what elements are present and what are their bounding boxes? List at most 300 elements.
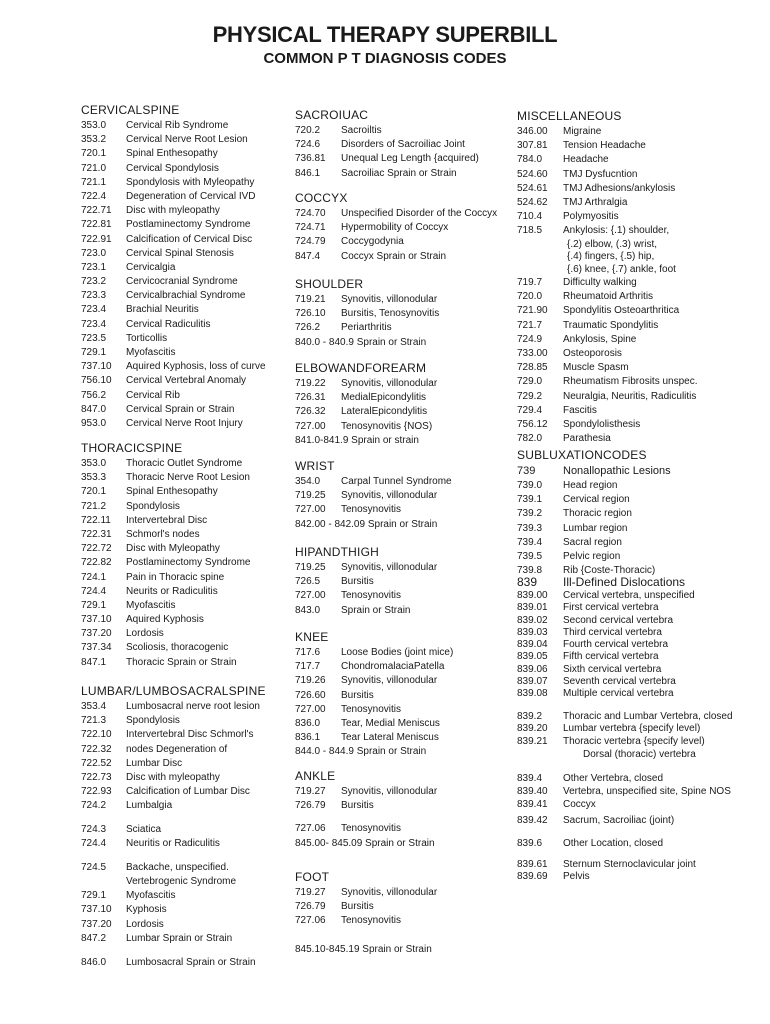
code-row bbox=[517, 125, 676, 139]
diagnosis-description: Coccyx Sprain or Strain bbox=[341, 250, 447, 262]
code-row bbox=[517, 333, 676, 347]
code-row bbox=[81, 360, 266, 374]
diagnosis-description: Lumbalgia bbox=[126, 800, 173, 812]
code-row bbox=[81, 837, 266, 851]
code-row bbox=[295, 703, 426, 717]
diagnosis-description: TMJ Arthralgia bbox=[563, 196, 628, 208]
diagnosis-description: Calcification of Cervical Disc bbox=[126, 233, 253, 245]
group-head: 839 Ill-Defined Dislocations bbox=[517, 575, 686, 589]
code-row bbox=[81, 247, 234, 261]
diagnosis-description: Sciatica bbox=[126, 823, 162, 835]
code-row bbox=[81, 613, 204, 627]
code-row bbox=[517, 210, 676, 224]
diagnosis-code: 721.1 bbox=[81, 176, 107, 188]
diagnosis-code: 524.61 bbox=[517, 182, 548, 194]
diagnosis-code: 839.03 bbox=[517, 626, 548, 638]
section-dislocations bbox=[517, 575, 733, 884]
code-row bbox=[517, 798, 696, 811]
diagnosis-code: 721.90 bbox=[517, 305, 548, 317]
diagnosis-code: 722.10 bbox=[81, 729, 112, 741]
code-row bbox=[517, 651, 696, 663]
diagnosis-description: Cervical Nerve Root Injury bbox=[126, 417, 243, 429]
diagnosis-code: 722.81 bbox=[81, 219, 112, 231]
code-row bbox=[81, 641, 229, 655]
diagnosis-description: Headache bbox=[563, 154, 609, 166]
diagnosis-code: 727.00 bbox=[295, 703, 326, 715]
diagnosis-code: 727.00 bbox=[295, 504, 326, 516]
diagnosis-code: 846.1 bbox=[295, 167, 321, 179]
diagnosis-description: Unspecified Disorder of the Coccyx bbox=[341, 208, 498, 219]
section-title: THORACICSPINE bbox=[81, 441, 183, 455]
diagnosis-code: 524.62 bbox=[517, 196, 548, 208]
code-row bbox=[81, 700, 266, 714]
diagnosis-code: 722.71 bbox=[81, 205, 112, 217]
code-row bbox=[295, 785, 438, 799]
code-list bbox=[517, 125, 676, 239]
sprain-range: 841.0-841.9 Sprain or strain bbox=[295, 434, 419, 446]
diagnosis-description: Ankylosis, Spine bbox=[563, 333, 637, 345]
code-list bbox=[81, 457, 251, 670]
code-row bbox=[295, 475, 452, 489]
diagnosis-code: 727.06 bbox=[295, 915, 326, 927]
diagnosis-code: 720.2 bbox=[295, 125, 321, 136]
diagnosis-code: 718.5 bbox=[517, 225, 543, 237]
diagnosis-description: Tenosynovitis {NOS) bbox=[341, 420, 433, 432]
diagnosis-code: 719.22 bbox=[295, 378, 326, 389]
continuation-line: {.6) knee, {.7) ankle, foot bbox=[567, 263, 676, 275]
code-row bbox=[517, 602, 696, 614]
code-row bbox=[295, 731, 439, 745]
code-row bbox=[81, 556, 251, 570]
diagnosis-description: Lumbosacral nerve root lesion bbox=[126, 701, 260, 712]
section-cervical bbox=[81, 103, 266, 431]
section-subluxation bbox=[517, 448, 671, 578]
code-row bbox=[517, 479, 647, 493]
diagnosis-code: 847.4 bbox=[295, 250, 321, 262]
ankylosis-continuation bbox=[517, 239, 676, 277]
diagnosis-description: Neurits or Radiculitis bbox=[126, 585, 218, 597]
code-row bbox=[517, 139, 676, 153]
section-sacroiliac bbox=[295, 108, 479, 181]
code-row bbox=[517, 676, 696, 688]
diagnosis-description: Bursitis bbox=[341, 901, 374, 913]
code-row bbox=[517, 639, 696, 651]
diagnosis-description: Difficulty walking bbox=[563, 277, 637, 288]
diagnosis-code: 719.25 bbox=[295, 562, 326, 573]
diagnosis-description: Kyphosis bbox=[126, 904, 167, 916]
diagnosis-description: Tenosynovitis bbox=[341, 823, 402, 835]
diagnosis-description: Head region bbox=[563, 480, 618, 491]
diagnosis-description: First cervical vertebra bbox=[563, 602, 659, 614]
diagnosis-code: 726.60 bbox=[295, 689, 326, 701]
code-row bbox=[295, 646, 454, 660]
code-row bbox=[295, 152, 479, 166]
code-row bbox=[517, 859, 696, 872]
diagnosis-description: Lumbar Disc bbox=[126, 757, 183, 769]
diagnosis-description: Lumbar vertebra {specify level) bbox=[563, 723, 701, 735]
section-miscellaneous bbox=[517, 109, 698, 446]
section-title: COCCYX bbox=[295, 191, 348, 205]
code-row bbox=[81, 289, 246, 303]
section-title: MISCELLANEOUS bbox=[517, 109, 622, 123]
diagnosis-description: Tenosynovitis bbox=[341, 590, 402, 602]
diagnosis-code: 723.1 bbox=[81, 261, 107, 273]
code-row bbox=[517, 493, 647, 507]
diagnosis-code: 722.73 bbox=[81, 771, 112, 783]
diagnosis-code: 353.0 bbox=[81, 120, 107, 131]
diagnosis-description: Ankylosis: {.1) shoulder, bbox=[563, 225, 670, 237]
diagnosis-description: Seventh cervical vertebra bbox=[563, 676, 676, 688]
code-row bbox=[295, 689, 426, 703]
code-row bbox=[81, 190, 256, 204]
code-row bbox=[517, 182, 676, 196]
code-row bbox=[517, 361, 676, 375]
diagnosis-description: Spinal Enthesopathy bbox=[126, 486, 218, 498]
diagnosis-description: Myofascitis bbox=[126, 890, 176, 902]
diagnosis-code: 729.1 bbox=[81, 599, 107, 611]
diagnosis-description: Thoracic Nerve Root Lesion bbox=[126, 472, 250, 484]
diagnosis-code: 839.01 bbox=[517, 602, 548, 614]
diagnosis-code: 839.21 bbox=[517, 736, 548, 748]
code-row bbox=[81, 261, 179, 275]
diagnosis-description: Thoracic and Lumbar Vertebra, closed bbox=[563, 710, 733, 722]
diagnosis-code: 733.00 bbox=[517, 347, 548, 359]
diagnosis-description: Spondylolisthesis bbox=[563, 418, 641, 430]
code-row bbox=[81, 318, 211, 332]
diagnosis-code: 847.1 bbox=[81, 656, 107, 668]
diagnosis-description: Muscle Spasm bbox=[563, 362, 629, 374]
diagnosis-code: 719.27 bbox=[295, 887, 326, 898]
code-row bbox=[295, 221, 449, 235]
code-row bbox=[295, 405, 426, 419]
diagnosis-code: 723.2 bbox=[81, 276, 107, 288]
diagnosis-code: 739.0 bbox=[517, 480, 543, 491]
diagnosis-code: 839.2 bbox=[517, 710, 543, 722]
diagnosis-code: 839.61 bbox=[517, 858, 548, 870]
code-list bbox=[295, 293, 440, 336]
diagnosis-code: 736.81 bbox=[295, 153, 326, 165]
section-title: FOOT bbox=[295, 870, 330, 884]
code-row bbox=[517, 627, 696, 639]
diagnosis-code: 756.2 bbox=[81, 389, 107, 401]
diagnosis-description: Lumbar Sprain or Strain bbox=[126, 932, 233, 944]
code-row bbox=[295, 420, 433, 434]
diagnosis-description: Cervicalgia bbox=[126, 261, 176, 273]
code-list bbox=[295, 207, 498, 264]
code-row bbox=[517, 615, 696, 627]
diagnosis-code: 839.41 bbox=[517, 798, 548, 810]
diagnosis-code: 724.70 bbox=[295, 208, 326, 219]
section-knee bbox=[295, 630, 454, 760]
code-row bbox=[81, 918, 266, 932]
diagnosis-description: Backache, unspecified. bbox=[126, 861, 229, 873]
code-list bbox=[295, 561, 438, 618]
diagnosis-description: ChondromalaciaPatella bbox=[341, 661, 445, 673]
diagnosis-code: 839.40 bbox=[517, 785, 548, 797]
code-row bbox=[295, 822, 435, 836]
code-row bbox=[517, 432, 676, 446]
diagnosis-description: Spondylosis bbox=[126, 715, 180, 727]
diagnosis-code: 728.85 bbox=[517, 362, 548, 374]
code-row bbox=[517, 736, 705, 749]
diagnosis-description: Cervical Spinal Stenosis bbox=[126, 247, 234, 259]
diagnosis-description: Aquired Kyphosis bbox=[126, 614, 204, 626]
diagnosis-code: 737.34 bbox=[81, 642, 112, 654]
code-row bbox=[517, 153, 676, 167]
diagnosis-description: Schmorl's nodes bbox=[126, 528, 200, 540]
diagnosis-description: Parathesia bbox=[563, 433, 611, 445]
diagnosis-description: Cervical Rib Syndrome bbox=[126, 120, 229, 131]
diagnosis-description: Cervical vertebra, unspecified bbox=[563, 590, 695, 601]
code-row bbox=[81, 903, 266, 917]
diagnosis-code: 719.25 bbox=[295, 490, 326, 502]
code-row bbox=[517, 375, 698, 389]
diagnosis-description: Spondylosis with Myleopathy bbox=[126, 176, 255, 188]
diagnosis-code: 726.32 bbox=[295, 406, 326, 418]
diagnosis-description: Tear Lateral Meniscus bbox=[341, 732, 439, 744]
diagnosis-code: 721.2 bbox=[81, 500, 107, 512]
continuation-line: {.4) fingers, {.5) hip, bbox=[567, 251, 655, 262]
code-row bbox=[517, 664, 696, 676]
diagnosis-description: Postlaminectomy Syndrome bbox=[126, 557, 251, 569]
diagnosis-code: 720.1 bbox=[81, 148, 107, 160]
diagnosis-code: 353.3 bbox=[81, 472, 107, 484]
diagnosis-description: Fascitis bbox=[563, 404, 597, 416]
diagnosis-description: Myofascitis bbox=[126, 347, 176, 358]
code-row bbox=[295, 138, 465, 152]
diagnosis-description: Disc with myleopathy bbox=[126, 205, 220, 217]
code-list bbox=[517, 276, 698, 446]
code-row bbox=[81, 218, 251, 232]
diagnosis-description: Neuralgia, Neuritis, Radiculitis bbox=[563, 390, 697, 402]
diagnosis-description: Myofascitis bbox=[126, 599, 176, 611]
page-subtitle: COMMON P T DIAGNOSIS CODES bbox=[263, 50, 507, 67]
diagnosis-description: Sixth cervical vertebra bbox=[563, 663, 662, 675]
section-lumbar bbox=[81, 684, 266, 970]
section-title: LUMBAR/LUMBOSACRALSPINE bbox=[81, 684, 266, 698]
code-row bbox=[295, 561, 438, 575]
code-row bbox=[517, 404, 676, 418]
diagnosis-code: 723.4 bbox=[81, 318, 107, 330]
diagnosis-description: Carpal Tunnel Syndrome bbox=[341, 476, 452, 487]
diagnosis-code: 722.52 bbox=[81, 757, 112, 769]
code-row bbox=[81, 785, 266, 799]
continuation-line: Dorsal (thoracic) vertebra bbox=[583, 749, 696, 761]
section-title: WRIST bbox=[295, 459, 335, 473]
diagnosis-code: 726.79 bbox=[295, 901, 326, 913]
diagnosis-code: 307.81 bbox=[517, 140, 548, 152]
diagnosis-code: 843.0 bbox=[295, 604, 321, 616]
diagnosis-description: Tenosynovitis bbox=[341, 703, 402, 715]
diagnosis-description: Calcification of Lumbar Disc bbox=[126, 786, 250, 798]
diagnosis-code: 726.79 bbox=[295, 800, 326, 812]
section-hip bbox=[295, 545, 438, 618]
diagnosis-code: 723.0 bbox=[81, 247, 107, 259]
diagnosis-description: Fourth cervical vertebra bbox=[563, 639, 669, 651]
code-row bbox=[295, 489, 437, 503]
diagnosis-description: Traumatic Spondylitis bbox=[563, 319, 659, 331]
code-row bbox=[81, 346, 179, 360]
code-list bbox=[295, 124, 479, 181]
code-row bbox=[81, 542, 220, 556]
diagnosis-description: Cervical Vertebral Anomaly bbox=[126, 375, 247, 387]
code-row bbox=[295, 377, 438, 391]
diagnosis-description: Osteoporosis bbox=[563, 347, 622, 359]
code-row bbox=[295, 391, 426, 405]
code-row bbox=[81, 956, 266, 970]
diagnosis-code: 726.5 bbox=[295, 576, 321, 588]
diagnosis-description: nodes Degeneration of bbox=[126, 743, 228, 755]
diagnosis-code: 720.1 bbox=[81, 486, 107, 498]
diagnosis-code: 353.4 bbox=[81, 701, 107, 712]
code-row bbox=[81, 656, 237, 670]
code-row bbox=[81, 204, 220, 218]
diagnosis-code: 727.00 bbox=[295, 420, 326, 432]
code-row bbox=[295, 914, 432, 928]
code-row bbox=[81, 303, 199, 317]
diagnosis-code: 836.1 bbox=[295, 732, 321, 744]
diagnosis-code: 720.0 bbox=[517, 291, 543, 303]
section-title: ELBOWANDFOREARM bbox=[295, 361, 427, 375]
code-list bbox=[81, 700, 266, 970]
code-row bbox=[517, 347, 676, 361]
code-list bbox=[517, 590, 696, 701]
diagnosis-description: Rheumatism Fibrosits unspec. bbox=[563, 376, 698, 388]
diagnosis-description: Lumbosacral Sprain or Strain bbox=[126, 957, 256, 968]
diagnosis-code: 727.00 bbox=[295, 590, 326, 602]
diagnosis-code: 953.0 bbox=[81, 417, 107, 429]
diagnosis-code: 836.0 bbox=[295, 717, 321, 729]
diagnosis-description: Degeneration of Cervical IVD bbox=[126, 190, 256, 202]
diagnosis-code: 729.1 bbox=[81, 347, 107, 358]
section-ankle bbox=[295, 769, 438, 851]
section-title: HIPANDTHIGH bbox=[295, 545, 379, 559]
diagnosis-description: Polymyositis bbox=[563, 211, 619, 223]
diagnosis-description: Vertebrogenic Syndrome bbox=[126, 876, 237, 888]
diagnosis-description: Rib {Coste-Thoracic) bbox=[563, 565, 656, 577]
code-row bbox=[81, 485, 218, 499]
code-list bbox=[517, 710, 733, 749]
diagnosis-description: Synovitis, villonodular bbox=[341, 562, 438, 573]
diagnosis-code: 726.10 bbox=[295, 308, 326, 320]
diagnosis-code: 354.0 bbox=[295, 476, 321, 487]
diagnosis-description: Thoracic vertebra {specify level) bbox=[563, 736, 705, 748]
code-row bbox=[517, 772, 696, 785]
code-row bbox=[295, 799, 435, 813]
section-wrist bbox=[295, 459, 452, 532]
diagnosis-description: Cervical Nerve Root Lesion bbox=[126, 134, 248, 146]
diagnosis-description: Other Vertebra, closed bbox=[563, 772, 664, 784]
diagnosis-description: Sternum Sternoclavicular joint bbox=[563, 858, 696, 870]
code-row bbox=[81, 514, 208, 528]
code-row bbox=[517, 224, 676, 238]
code-row bbox=[81, 233, 253, 247]
diagnosis-description: Lordosis bbox=[126, 918, 164, 930]
code-row bbox=[517, 418, 676, 432]
code-row bbox=[81, 714, 266, 728]
code-row bbox=[295, 124, 382, 138]
diagnosis-code: 756.10 bbox=[81, 375, 112, 387]
code-list bbox=[517, 772, 731, 811]
code-list bbox=[517, 859, 696, 884]
diagnosis-code: 722.31 bbox=[81, 528, 112, 540]
code-row bbox=[295, 503, 437, 517]
diagnosis-code: 721.3 bbox=[81, 715, 107, 727]
code-row bbox=[81, 332, 179, 346]
diagnosis-code: 724.6 bbox=[295, 139, 321, 151]
diagnosis-code: 726.31 bbox=[295, 392, 326, 404]
diagnosis-code: 727.06 bbox=[295, 823, 326, 835]
code-row bbox=[81, 528, 200, 542]
code-row: 839.42 Sacrum, Sacroiliac (joint) bbox=[517, 814, 675, 826]
code-row bbox=[81, 275, 238, 289]
code-row bbox=[81, 147, 218, 161]
diagnosis-code: 524.60 bbox=[517, 168, 548, 180]
code-row bbox=[81, 417, 243, 431]
diagnosis-description: Synovitis, villonodular bbox=[341, 490, 438, 502]
diagnosis-code: 739.2 bbox=[517, 508, 543, 520]
diagnosis-description: Third cervical vertebra bbox=[563, 626, 662, 638]
diagnosis-description: TMJ Adhesions/ankylosis bbox=[563, 182, 676, 194]
code-row bbox=[517, 550, 647, 564]
code-list bbox=[295, 377, 438, 434]
diagnosis-description: Cervicalbrachial Syndrome bbox=[126, 290, 246, 302]
code-row bbox=[517, 536, 647, 550]
code-row bbox=[295, 250, 447, 264]
diagnosis-description: Intervertebral Disc bbox=[126, 514, 208, 526]
diagnosis-code: 717.6 bbox=[295, 647, 321, 658]
diagnosis-description: Sacral region bbox=[563, 536, 622, 548]
diagnosis-code: 724.5 bbox=[81, 861, 107, 873]
code-row bbox=[81, 500, 182, 514]
diagnosis-description: Cervical Spondylosis bbox=[126, 162, 219, 174]
diagnosis-code: 724.4 bbox=[81, 585, 107, 597]
diagnosis-description: Thoracic Sprain or Strain bbox=[126, 656, 237, 668]
diagnosis-description: Thoracic Outlet Syndrome bbox=[126, 458, 243, 469]
diagnosis-code: 722.91 bbox=[81, 233, 112, 245]
diagnosis-description: Rheumatoid Arthritis bbox=[563, 291, 654, 303]
diagnosis-code: 729.1 bbox=[81, 890, 107, 902]
code-row bbox=[81, 457, 243, 471]
code-row bbox=[517, 785, 731, 798]
diagnosis-code: 719.26 bbox=[295, 675, 326, 687]
diagnosis-code: 756.12 bbox=[517, 418, 548, 430]
diagnosis-code: 739.8 bbox=[517, 565, 543, 577]
code-list bbox=[295, 785, 438, 837]
section-thoracic bbox=[81, 441, 251, 670]
diagnosis-description: Loose Bodies (joint mice) bbox=[341, 647, 454, 658]
section-foot bbox=[295, 870, 438, 957]
code-row bbox=[81, 771, 266, 785]
diagnosis-description: Cervical Sprain or Strain bbox=[126, 403, 235, 415]
code-row bbox=[81, 389, 179, 403]
diagnosis-description: Pelvis bbox=[563, 871, 590, 883]
diagnosis-code: 723.4 bbox=[81, 304, 107, 316]
diagnosis-code: 726.2 bbox=[295, 322, 321, 334]
code-row bbox=[81, 119, 229, 133]
diagnosis-code: 729.2 bbox=[517, 390, 543, 402]
diagnosis-code: 723.3 bbox=[81, 290, 107, 302]
section-title: KNEE bbox=[295, 630, 329, 644]
code-row bbox=[295, 207, 498, 221]
diagnosis-description: Coccygodynia bbox=[341, 236, 404, 248]
diagnosis-code: 739.4 bbox=[517, 536, 543, 548]
code-row bbox=[517, 507, 647, 521]
code-list bbox=[295, 646, 454, 745]
code-list bbox=[295, 475, 452, 518]
diagnosis-description: Neuritis or Radiculitis bbox=[126, 837, 220, 849]
diagnosis-description: Unequal Leg Length {acquired) bbox=[341, 153, 479, 165]
